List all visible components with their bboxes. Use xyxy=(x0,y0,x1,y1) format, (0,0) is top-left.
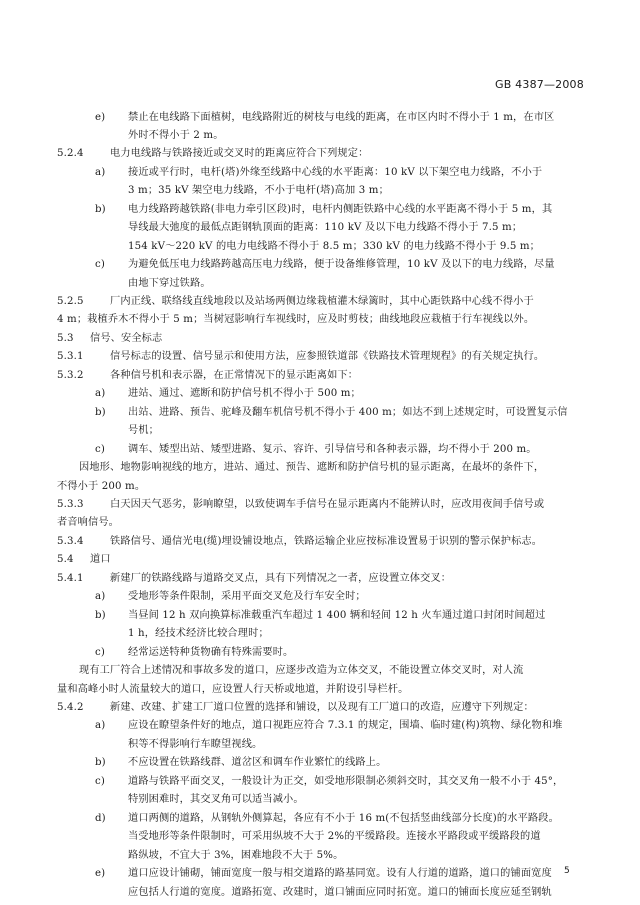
clause-number: a) xyxy=(95,591,106,602)
line-text: 不应设置在铁路线群、道岔区和调车作业繁忙的线路上。 xyxy=(128,757,387,768)
line-text: 路纵坡，不宜大于 3%，困难地段不大于 5%。 xyxy=(128,850,344,861)
clause-number: c) xyxy=(95,444,105,455)
line-text: 应设在瞭望条件好的地点，道口视距应符合 7.3.1 的规定，围墙、临时建(构)筑物、绿化物和堆 xyxy=(128,720,563,731)
clause-number: 5.3 xyxy=(57,333,74,344)
line-text: 积等不得影响行车瞭望视线。 xyxy=(128,739,263,750)
line-text: 电力电线路与铁路接近或交叉时的距离应符合下列规定： xyxy=(110,148,369,159)
clause-number: b) xyxy=(95,757,106,768)
line-text: 信号标志的设置、信号显示和使用方法，应参照铁道部《铁路技术管理规程》的有关规定执行。 xyxy=(110,351,545,362)
line-text: 各种信号机和表示器，在正常情况下的显示距离如下： xyxy=(110,370,359,381)
line-text: 电力线路跨越铁路(非电力牵引区段)时，电杆内侧距铁路中心线的水平距离不得小于 5 m，其 xyxy=(128,204,553,215)
line-text: 禁止在电线路下面植树，电线路附近的树枝与电线的距离，在市区内时不得小于 1 m，在市区 xyxy=(128,112,555,123)
line-text: 4 m；栽植乔木不得小于 5 m；当树冠影响行车视线时，应及时剪枝；曲线地段应栽植于行车视线以外。 xyxy=(57,314,535,325)
line-text: 新建厂的铁路线路与道路交叉点，具有下列情况之一者，应设置立体交叉： xyxy=(110,573,452,584)
line-text: 为避免低压电力线路跨越高压电力线路，便于设备维修管理，10 kV 及以下的电力线路，尽量 xyxy=(128,259,555,270)
line-text: 进站、通过、遮断和防护信号机不得小于 500 m； xyxy=(128,388,361,399)
clause-number: 5.4.1 xyxy=(57,573,84,584)
line-text: 导线最大弛度的最低点距钢轨顶面的距离：110 kV 及以下电力线路不得小于 7.5 m； xyxy=(128,222,523,233)
line-text: 铁路信号、通信光电(缆)埋设铺设地点，铁路运输企业应按标准设置易于识别的警示保护标志。 xyxy=(110,536,543,547)
line-text: 量和高峰小时人流量较大的道口，应设置人行天桥或地道，并附设引导栏杆。 xyxy=(57,684,409,695)
clause-number: 5.4 xyxy=(57,554,74,565)
clause-number: d) xyxy=(95,813,106,824)
line-text: 道口 xyxy=(90,554,111,565)
clause-number: 5.3.3 xyxy=(57,499,84,510)
line-text: 1 h，经技术经济比较合理时； xyxy=(128,628,269,639)
line-text: 道路与铁路平面交叉，一般设计为正交，如受地形限制必须斜交时，其交叉角一般不小于 45°， xyxy=(128,776,564,787)
clause-number: c) xyxy=(95,647,105,658)
line-text: 厂内正线、联络线直线地段以及站场两侧边缘栽植灌木绿篱时，其中心距铁路中心线不得小于 xyxy=(110,296,534,307)
clause-number: a) xyxy=(95,388,106,399)
clause-number: b) xyxy=(95,407,106,418)
clause-number: a) xyxy=(95,167,106,178)
line-text: 白天因天气恶劣，影响瞭望，以致使调车手信号在显示距离内不能辨认时，应改用夜间手信号或 xyxy=(110,499,545,510)
clause-number: 5.3.2 xyxy=(57,370,84,381)
line-text: 154 kV～220 kV 的电力电线路不得小于 8.5 m；330 kV 的电力线路不得小于 9.5 m； xyxy=(128,241,541,252)
standard-code-header: GB 4387—2008 xyxy=(495,78,584,91)
line-text: 调车、矮型出站、矮型进路、复示、容许、引导信号和各种表示器，均不得小于 200 m。 xyxy=(128,444,537,455)
line-text: 新建、改建、扩建工厂道口位置的选择和铺设，以及现有工厂道口的改造，应遵守下列规定： xyxy=(110,702,534,713)
line-text: 接近或平行时，电杆(塔)外缘至线路中心线的水平距离：10 kV 以下架空电力线路，不小于 xyxy=(128,167,543,178)
line-text: 现有工厂符合上述情况和事故多发的道口，应逐步改造为立体交叉，不能设置立体交叉时，对人流 xyxy=(79,665,524,676)
clause-number: 5.2.5 xyxy=(57,296,84,307)
clause-number: a) xyxy=(95,720,106,731)
line-text: 经常运送特种货物确有特殊需要时。 xyxy=(128,647,294,658)
clause-number: 5.3.4 xyxy=(57,536,84,547)
line-text: 当受地形等条件限制时，可采用纵坡不大于 2%的平缓路段。连接水平路段或平缓路段的道 xyxy=(128,831,541,842)
line-text: 出站、进路、预告、驼峰及翻车机信号机不得小于 400 m；如达不到上述规定时，可设置复示信 xyxy=(128,407,568,418)
line-text: 3 m；35 kV 架空电力线路，不小于电杆(塔)高加 3 m； xyxy=(128,185,389,196)
line-text: 信号、安全标志 xyxy=(90,333,163,344)
page-number: 5 xyxy=(564,866,570,876)
clause-number: c) xyxy=(95,776,105,787)
line-text: 号机； xyxy=(128,425,160,436)
line-text: 外时不得小于 2 m。 xyxy=(128,130,224,141)
line-text: 道口两侧的道路，从钢轨外侧算起，各应有不小于 16 m(不包括竖曲线部分长度)的水平路段。 xyxy=(128,813,559,824)
clause-number: e) xyxy=(95,868,106,879)
line-text: 因地形、地物影响视线的地方，进站、通过、预告、遮断和防护信号机的显示距离，在最坏的条件下， xyxy=(79,462,545,473)
line-text: 特别困难时，其交叉角可以适当减小。 xyxy=(128,794,304,805)
line-text: 道口应设计铺砌，铺面宽度一般与相交道路的路基同宽。设有人行道的道路，道口的铺面宽度 xyxy=(128,868,552,879)
clause-number: 5.2.4 xyxy=(57,148,84,159)
clause-number: 5.3.1 xyxy=(57,351,84,362)
line-text: 当昼间 12 h 双向换算标准载重汽车超过 1 400 辆和轻间 12 h 火车通过道口封闭时间超过 xyxy=(128,610,546,621)
line-text: 受地形等条件限制，采用平面交叉危及行车安全时； xyxy=(128,591,366,602)
line-text: 不得小于 200 m。 xyxy=(57,481,146,492)
clause-number: 5.4.2 xyxy=(57,702,84,713)
clause-number: b) xyxy=(95,204,106,215)
clause-number: c) xyxy=(95,259,105,270)
clause-number: b) xyxy=(95,610,106,621)
line-text: 应包括人行道的宽度。道路拓宽、改建时，道口铺面应同时拓宽。道口的铺面长度应延至钢轨 xyxy=(128,887,552,898)
line-text: 由地下穿过铁路。 xyxy=(128,278,211,289)
clause-number: e) xyxy=(95,112,106,123)
line-text: 者音响信号。 xyxy=(57,517,120,528)
